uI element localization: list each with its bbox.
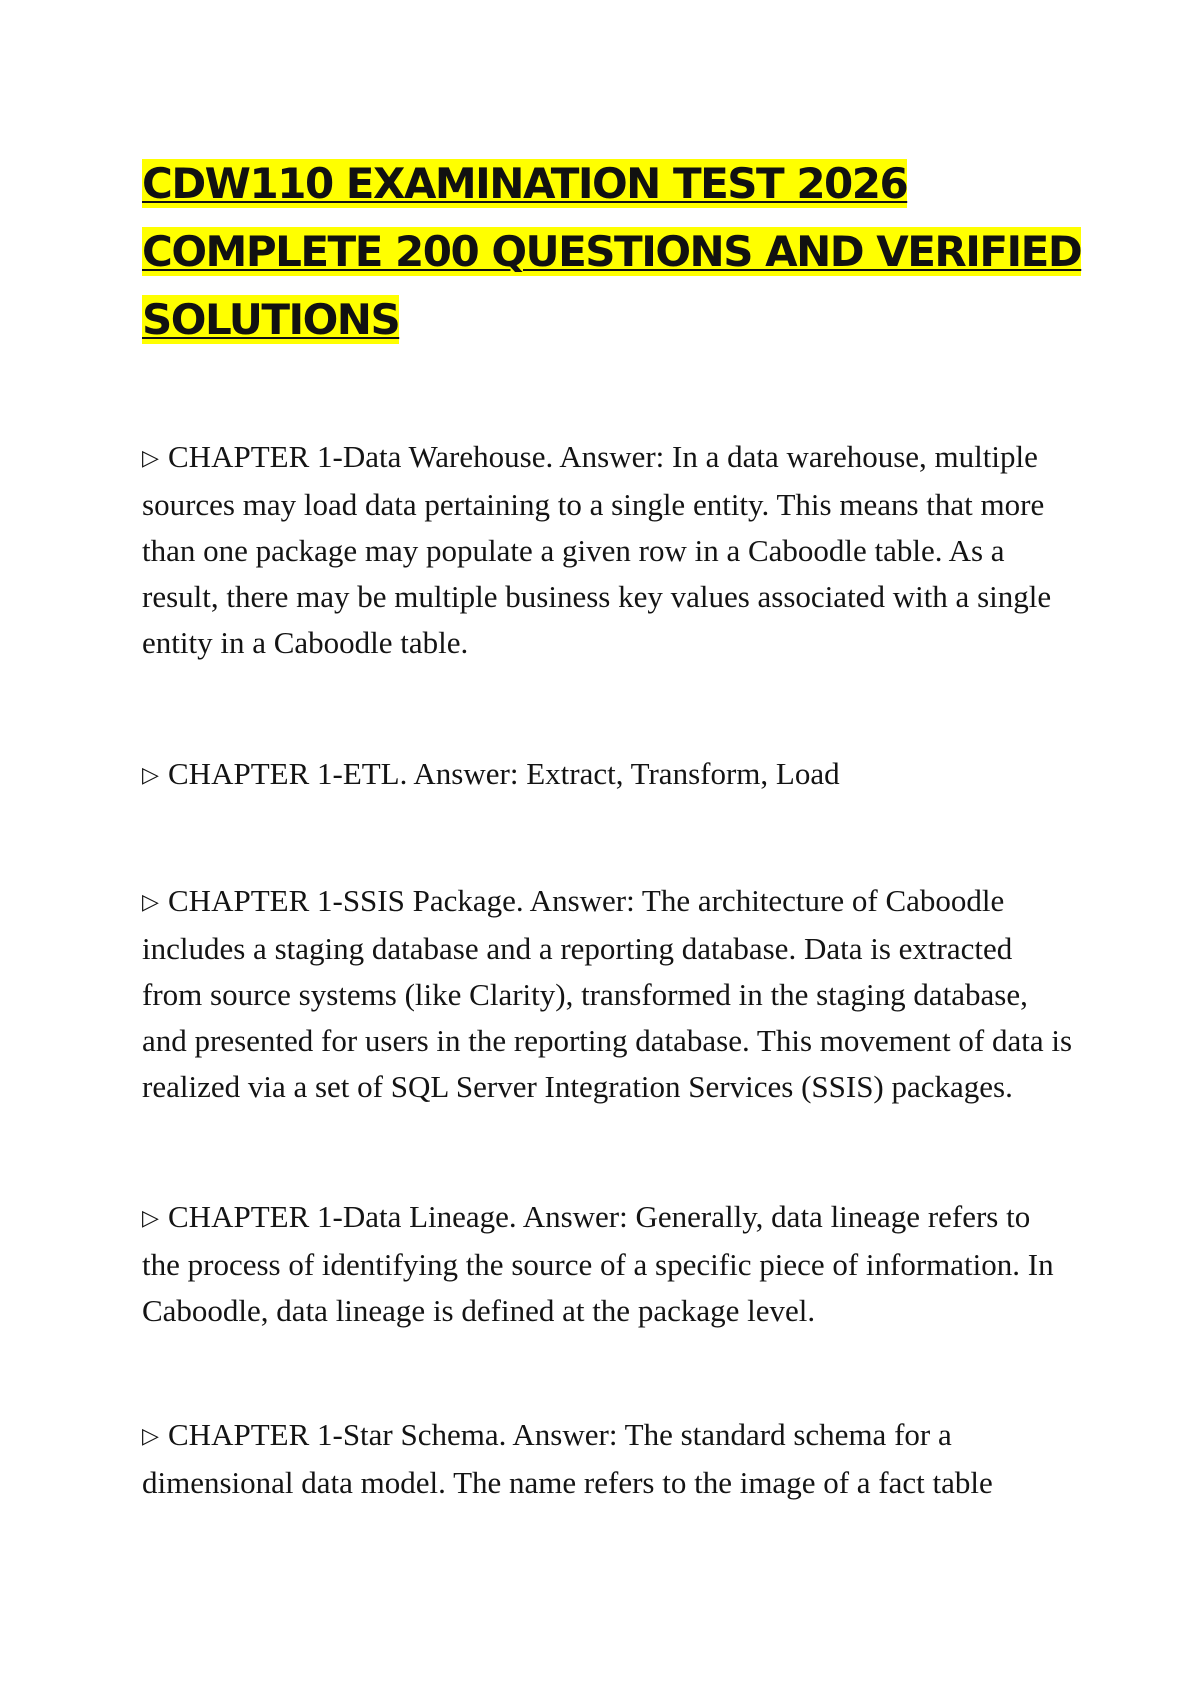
title-line-1: CDW110 EXAMINATION TEST 2026 [142,159,908,208]
triangle-bullet-icon: ▷ [142,763,159,788]
qa-entry-text: CHAPTER 1-ETL. Answer: Extract, Transform, Load [168,756,840,791]
triangle-bullet-icon: ▷ [142,1206,159,1231]
triangle-bullet-icon: ▷ [142,1424,159,1449]
document-title [142,150,1082,354]
qa-entry-ssis-package [142,878,1072,1110]
triangle-bullet-icon: ▷ [142,890,159,915]
qa-entry-data-lineage [142,1194,1072,1334]
qa-entry-star-schema [142,1412,1072,1506]
qa-entry-data-warehouse [142,434,1072,666]
qa-entry-text: CHAPTER 1-Data Warehouse. Answer: In a data warehouse, multiple sources may load data pertaining to a single entity. This means that more than one package may populate a given row in a Caboodle table. As a result, there may be multiple business key values associated with a single entity in a Caboodle table. [142,439,1052,660]
qa-entry-etl [142,751,1072,799]
qa-entry-text: CHAPTER 1-SSIS Package. Answer: The architecture of Caboodle includes a staging database and a reporting database. Data is extracted from source systems (like Clarity), transformed in the staging database, and presented for users in the reporting database. This movement of data is realized via a set of SQL Server Integration Services (SSIS) packages. [142,883,1073,1104]
qa-entry-text: CHAPTER 1-Data Lineage. Answer: Generally, data lineage refers to the process of identifying the source of a specific piece of information. In Caboodle, data lineage is defined at the package level. [142,1199,1054,1328]
qa-entry-text: CHAPTER 1-Star Schema. Answer: The standard schema for a dimensional data model. The name refers to the image of a fact table [142,1417,993,1500]
title-line-3: SOLUTIONS [142,295,400,344]
title-line-2: COMPLETE 200 QUESTIONS AND VERIFIED [142,227,1082,276]
triangle-bullet-icon: ▷ [142,446,159,471]
